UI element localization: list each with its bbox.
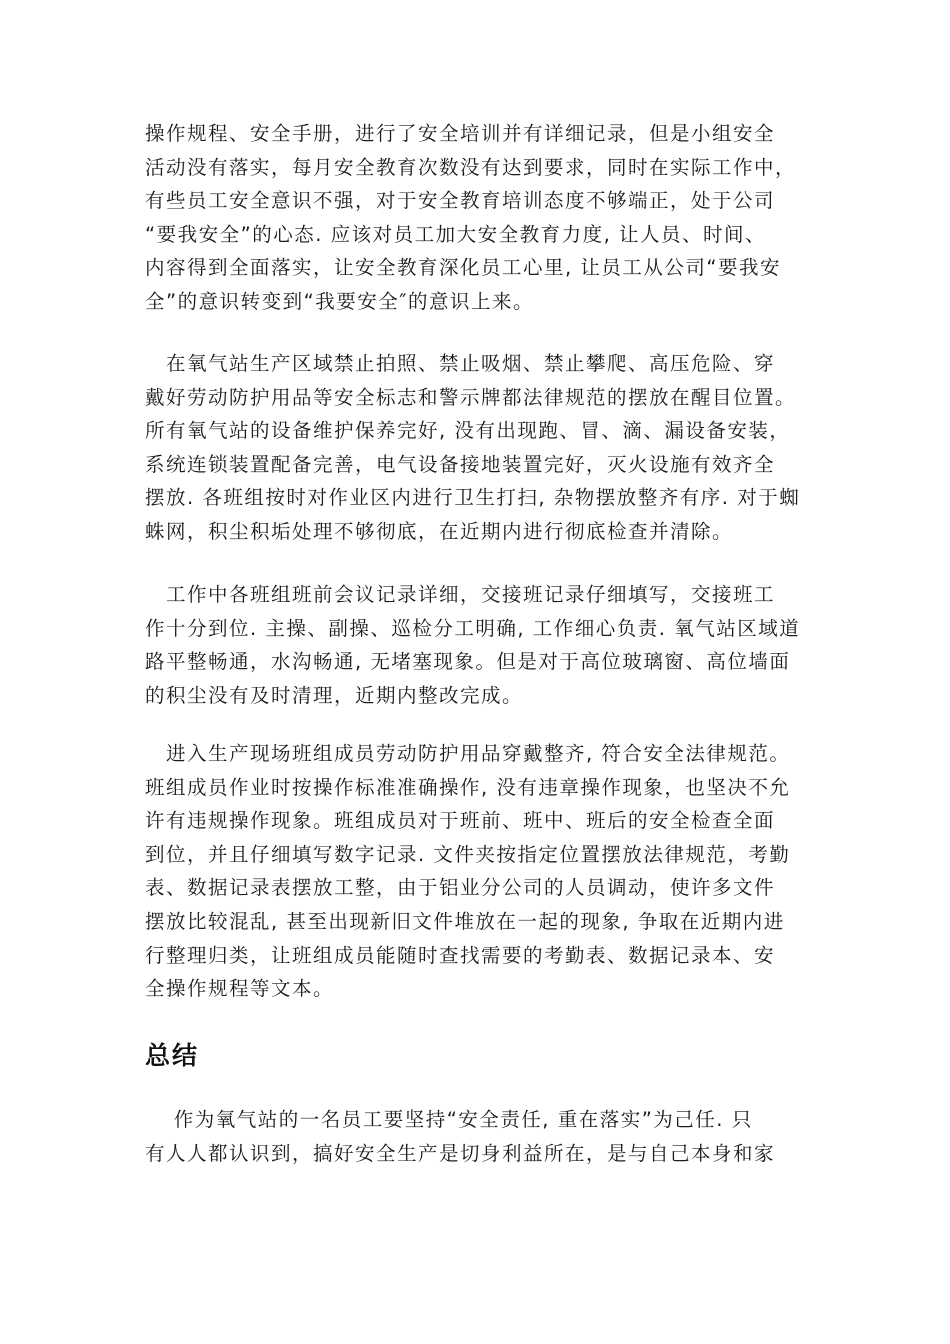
text-line: 活动没有落实，每月安全教育次数没有达到要求，同时在实际工作中， (145, 155, 797, 179)
text-line: 系统连锁装置配备完善，电气设备接地装置完好，灭火设施有效齐全 (145, 452, 776, 476)
text-line: 许有违规操作现象。班组成员对于班前、班中、班后的安全检查全面 (145, 809, 776, 833)
text-line: 进入生产现场班组成员劳动防护用品穿戴整齐, 符合安全法律规范。 (145, 742, 791, 765)
text-line: 到位，并且仔细填写数字记录. 文件夹按指定位置摆放法律规范，考勤 (145, 842, 791, 866)
text-line: 全操作规程等文本。 (145, 977, 335, 1001)
paragraph-safety-education (145, 117, 807, 319)
text-line: 摆放比较混乱, 甚至出现新旧文件堆放在一起的现象, 争取在近期内进 (145, 909, 785, 933)
text-line: 路平整畅通，水沟畅通, 无堵塞现象。但是对于高位玻璃窗、高位墙面 (145, 650, 791, 674)
text-line: 班组成员作业时按操作标准准确操作, 没有违章操作现象，也坚决不允 (145, 775, 791, 799)
text-line: 蛛网，积尘积垢处理不够彻底，在近期内进行彻底检查并清除。 (145, 519, 734, 543)
text-line: 有人人都认识到，搞好安全生产是切身利益所在，是与自己本身和家 (145, 1141, 776, 1165)
text-line: 摆放. 各班组按时对作业区内进行卫生打扫, 杂物摆放整齐有序. 对于蜘 (145, 486, 801, 510)
text-line: 的积尘没有及时清理，近期内整改完成。 (145, 683, 524, 707)
text-line: 所有氧气站的设备维护保养完好, 没有出现跑、冒、滴、漏设备安装， (145, 419, 791, 443)
text-line: 内容得到全面落实，让安全教育深化员工心里, 让员工从公司“要我安 (145, 256, 781, 280)
text-line: 行整理归类，让班组成员能随时查找需要的考勤表、数据记录本、安 (145, 943, 776, 967)
paragraph-summary (145, 1103, 807, 1170)
text-line: 操作规程、安全手册，进行了安全培训并有详细记录，但是小组安全 (145, 122, 776, 145)
text-line: 全”的意识转变到“我要安全″的意识上来。 (145, 289, 534, 313)
text-line: “要我安全”的心态. 应该对员工加大安全教育力度, 让人员、时间、 (145, 222, 766, 246)
text-line: 作十分到位. 主操、副操、巡检分工明确, 工作细心负责. 氧气站区域道 (145, 616, 801, 640)
paragraph-team-compliance (145, 737, 807, 1006)
text-line: 戴好劳动防护用品等安全标志和警示牌都法律规范的摆放在醒目位置。 (145, 385, 797, 409)
paragraph-site-signage (145, 347, 807, 549)
text-line: 工作中各班组班前会议记录详细，交接班记录仔细填写，交接班工 (145, 583, 776, 606)
paragraph-shift-handover (145, 578, 807, 712)
text-line: 在氧气站生产区域禁止拍照、禁止吸烟、禁止攀爬、高压危险、穿 (145, 352, 776, 375)
text-line: 作为氧气站的一名员工要坚持“安全责任, 重在落实”为己任. 只 (145, 1108, 753, 1131)
text-line: 表、数据记录表摆放工整，由于铝业分公司的人员调动，使许多文件 (145, 876, 776, 900)
section-heading-summary: 总结 (145, 1041, 200, 1070)
text-line: 有些员工安全意识不强，对于安全教育培训态度不够端正，处于公司 (145, 189, 776, 213)
